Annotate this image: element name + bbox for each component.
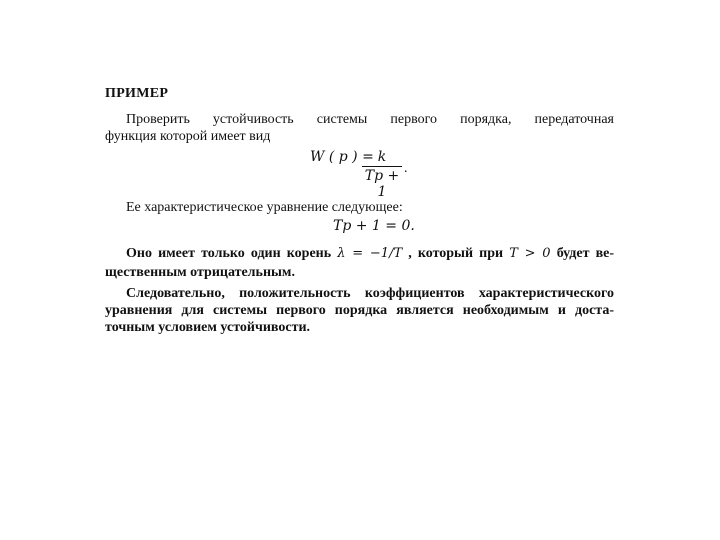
section-heading: ПРИМЕР [105, 86, 169, 101]
transfer-denominator: Tp + 1 [364, 168, 400, 200]
root-condition: T > 0 [509, 246, 551, 261]
root-text-c: будет ве- [556, 246, 615, 261]
intro-line-1: Проверить устойчивость системы первого порядка, передаточная [126, 112, 614, 127]
transfer-numerator: k [377, 149, 387, 165]
root-line-1 [105, 245, 614, 262]
root-text-b: , который при [408, 246, 504, 261]
intro-line-2: функция которой имеет вид [105, 129, 271, 144]
root-line-2: щественным отрицательным. [105, 265, 295, 280]
char-eq-intro: Ее характеристическое уравнение следующее: [126, 200, 403, 215]
fraction-bar [362, 166, 402, 167]
transfer-function-fraction [362, 149, 402, 200]
transfer-period: . [404, 161, 408, 176]
conclusion-paragraph: Следовательно, положительность коэффициентов характеристического уравнения для системы первого порядка является необходимым и доста-точным условием устойчивости. [105, 286, 614, 335]
root-text-a: Оно имеет только один корень [126, 246, 332, 261]
transfer-function-lhs: W ( p ) = [310, 149, 374, 165]
root-formula: λ = −1/T [337, 246, 403, 261]
characteristic-equation: Tp + 1 = 0. [333, 218, 415, 234]
